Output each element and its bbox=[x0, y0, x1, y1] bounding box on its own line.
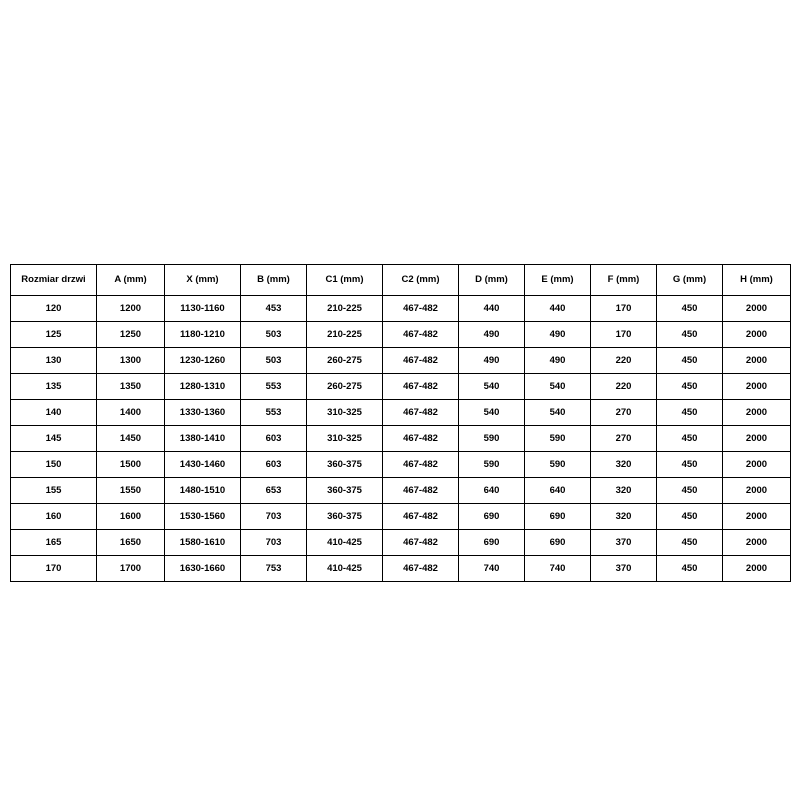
cell: 1250 bbox=[97, 322, 165, 348]
cell: 170 bbox=[591, 296, 657, 322]
cell: 1350 bbox=[97, 374, 165, 400]
cell: 467-482 bbox=[383, 296, 459, 322]
cell: 450 bbox=[657, 530, 723, 556]
cell: 490 bbox=[459, 348, 525, 374]
specification-table bbox=[10, 264, 791, 582]
cell: 320 bbox=[591, 478, 657, 504]
cell: 1530-1560 bbox=[165, 504, 241, 530]
table-row bbox=[11, 296, 791, 322]
cell: 540 bbox=[525, 374, 591, 400]
table-row bbox=[11, 400, 791, 426]
cell: 467-482 bbox=[383, 556, 459, 582]
cell: 1700 bbox=[97, 556, 165, 582]
cell: 540 bbox=[525, 400, 591, 426]
cell: 690 bbox=[525, 530, 591, 556]
cell: 145 bbox=[11, 426, 97, 452]
cell: 130 bbox=[11, 348, 97, 374]
cell: 450 bbox=[657, 322, 723, 348]
cell: 590 bbox=[459, 426, 525, 452]
cell: 210-225 bbox=[307, 322, 383, 348]
table-row bbox=[11, 452, 791, 478]
cell: 467-482 bbox=[383, 426, 459, 452]
cell: 553 bbox=[241, 400, 307, 426]
cell: 1550 bbox=[97, 478, 165, 504]
cell: 590 bbox=[525, 426, 591, 452]
table-row bbox=[11, 322, 791, 348]
column-header-x: X (mm) bbox=[165, 265, 241, 296]
cell: 1430-1460 bbox=[165, 452, 241, 478]
cell: 553 bbox=[241, 374, 307, 400]
cell: 703 bbox=[241, 504, 307, 530]
cell: 690 bbox=[459, 530, 525, 556]
cell: 450 bbox=[657, 556, 723, 582]
cell: 220 bbox=[591, 348, 657, 374]
cell: 503 bbox=[241, 322, 307, 348]
cell: 450 bbox=[657, 374, 723, 400]
cell: 140 bbox=[11, 400, 97, 426]
cell: 2000 bbox=[723, 556, 791, 582]
cell: 440 bbox=[459, 296, 525, 322]
cell: 410-425 bbox=[307, 556, 383, 582]
cell: 450 bbox=[657, 452, 723, 478]
cell: 2000 bbox=[723, 348, 791, 374]
cell: 2000 bbox=[723, 296, 791, 322]
cell: 220 bbox=[591, 374, 657, 400]
cell: 260-275 bbox=[307, 348, 383, 374]
table-row bbox=[11, 504, 791, 530]
cell: 450 bbox=[657, 348, 723, 374]
cell: 640 bbox=[525, 478, 591, 504]
cell: 1450 bbox=[97, 426, 165, 452]
cell: 1330-1360 bbox=[165, 400, 241, 426]
cell: 540 bbox=[459, 400, 525, 426]
cell: 467-482 bbox=[383, 374, 459, 400]
cell: 467-482 bbox=[383, 322, 459, 348]
cell: 450 bbox=[657, 400, 723, 426]
cell: 490 bbox=[525, 322, 591, 348]
cell: 1500 bbox=[97, 452, 165, 478]
cell: 310-325 bbox=[307, 400, 383, 426]
column-header-f: F (mm) bbox=[591, 265, 657, 296]
cell: 125 bbox=[11, 322, 97, 348]
column-header-d: D (mm) bbox=[459, 265, 525, 296]
cell: 2000 bbox=[723, 530, 791, 556]
column-header-g: G (mm) bbox=[657, 265, 723, 296]
cell: 590 bbox=[525, 452, 591, 478]
cell: 467-482 bbox=[383, 530, 459, 556]
cell: 703 bbox=[241, 530, 307, 556]
cell: 490 bbox=[525, 348, 591, 374]
table-row bbox=[11, 478, 791, 504]
cell: 360-375 bbox=[307, 452, 383, 478]
cell: 2000 bbox=[723, 400, 791, 426]
cell: 320 bbox=[591, 452, 657, 478]
cell: 150 bbox=[11, 452, 97, 478]
cell: 440 bbox=[525, 296, 591, 322]
table-row bbox=[11, 348, 791, 374]
cell: 467-482 bbox=[383, 504, 459, 530]
column-header-door-size: Rozmiar drzwi bbox=[11, 265, 97, 296]
table-row bbox=[11, 530, 791, 556]
cell: 160 bbox=[11, 504, 97, 530]
cell: 1480-1510 bbox=[165, 478, 241, 504]
cell: 370 bbox=[591, 530, 657, 556]
cell: 1280-1310 bbox=[165, 374, 241, 400]
cell: 450 bbox=[657, 296, 723, 322]
table-body bbox=[11, 296, 791, 582]
cell: 165 bbox=[11, 530, 97, 556]
table-row bbox=[11, 374, 791, 400]
cell: 370 bbox=[591, 556, 657, 582]
cell: 270 bbox=[591, 426, 657, 452]
cell: 467-482 bbox=[383, 400, 459, 426]
cell: 210-225 bbox=[307, 296, 383, 322]
cell: 467-482 bbox=[383, 348, 459, 374]
cell: 410-425 bbox=[307, 530, 383, 556]
cell: 1130-1160 bbox=[165, 296, 241, 322]
cell: 2000 bbox=[723, 426, 791, 452]
cell: 467-482 bbox=[383, 478, 459, 504]
cell: 1380-1410 bbox=[165, 426, 241, 452]
specification-table-container bbox=[10, 264, 790, 582]
cell: 690 bbox=[459, 504, 525, 530]
cell: 260-275 bbox=[307, 374, 383, 400]
cell: 360-375 bbox=[307, 478, 383, 504]
cell: 1600 bbox=[97, 504, 165, 530]
cell: 135 bbox=[11, 374, 97, 400]
column-header-c2: C2 (mm) bbox=[383, 265, 459, 296]
cell: 1630-1660 bbox=[165, 556, 241, 582]
cell: 270 bbox=[591, 400, 657, 426]
cell: 590 bbox=[459, 452, 525, 478]
cell: 503 bbox=[241, 348, 307, 374]
column-header-c1: C1 (mm) bbox=[307, 265, 383, 296]
table-header-row bbox=[11, 265, 791, 296]
cell: 540 bbox=[459, 374, 525, 400]
cell: 603 bbox=[241, 452, 307, 478]
cell: 155 bbox=[11, 478, 97, 504]
cell: 740 bbox=[525, 556, 591, 582]
cell: 320 bbox=[591, 504, 657, 530]
cell: 2000 bbox=[723, 478, 791, 504]
cell: 740 bbox=[459, 556, 525, 582]
cell: 640 bbox=[459, 478, 525, 504]
cell: 453 bbox=[241, 296, 307, 322]
cell: 2000 bbox=[723, 504, 791, 530]
cell: 170 bbox=[11, 556, 97, 582]
cell: 753 bbox=[241, 556, 307, 582]
table-header bbox=[11, 265, 791, 296]
cell: 310-325 bbox=[307, 426, 383, 452]
cell: 1650 bbox=[97, 530, 165, 556]
table-row bbox=[11, 426, 791, 452]
cell: 603 bbox=[241, 426, 307, 452]
cell: 1200 bbox=[97, 296, 165, 322]
column-header-b: B (mm) bbox=[241, 265, 307, 296]
cell: 170 bbox=[591, 322, 657, 348]
cell: 467-482 bbox=[383, 452, 459, 478]
column-header-a: A (mm) bbox=[97, 265, 165, 296]
table-row bbox=[11, 556, 791, 582]
cell: 1580-1610 bbox=[165, 530, 241, 556]
cell: 1230-1260 bbox=[165, 348, 241, 374]
cell: 450 bbox=[657, 426, 723, 452]
cell: 690 bbox=[525, 504, 591, 530]
cell: 2000 bbox=[723, 452, 791, 478]
column-header-e: E (mm) bbox=[525, 265, 591, 296]
cell: 2000 bbox=[723, 374, 791, 400]
cell: 490 bbox=[459, 322, 525, 348]
column-header-h: H (mm) bbox=[723, 265, 791, 296]
cell: 360-375 bbox=[307, 504, 383, 530]
cell: 450 bbox=[657, 478, 723, 504]
cell: 120 bbox=[11, 296, 97, 322]
cell: 1180-1210 bbox=[165, 322, 241, 348]
cell: 450 bbox=[657, 504, 723, 530]
cell: 1300 bbox=[97, 348, 165, 374]
cell: 653 bbox=[241, 478, 307, 504]
cell: 2000 bbox=[723, 322, 791, 348]
cell: 1400 bbox=[97, 400, 165, 426]
